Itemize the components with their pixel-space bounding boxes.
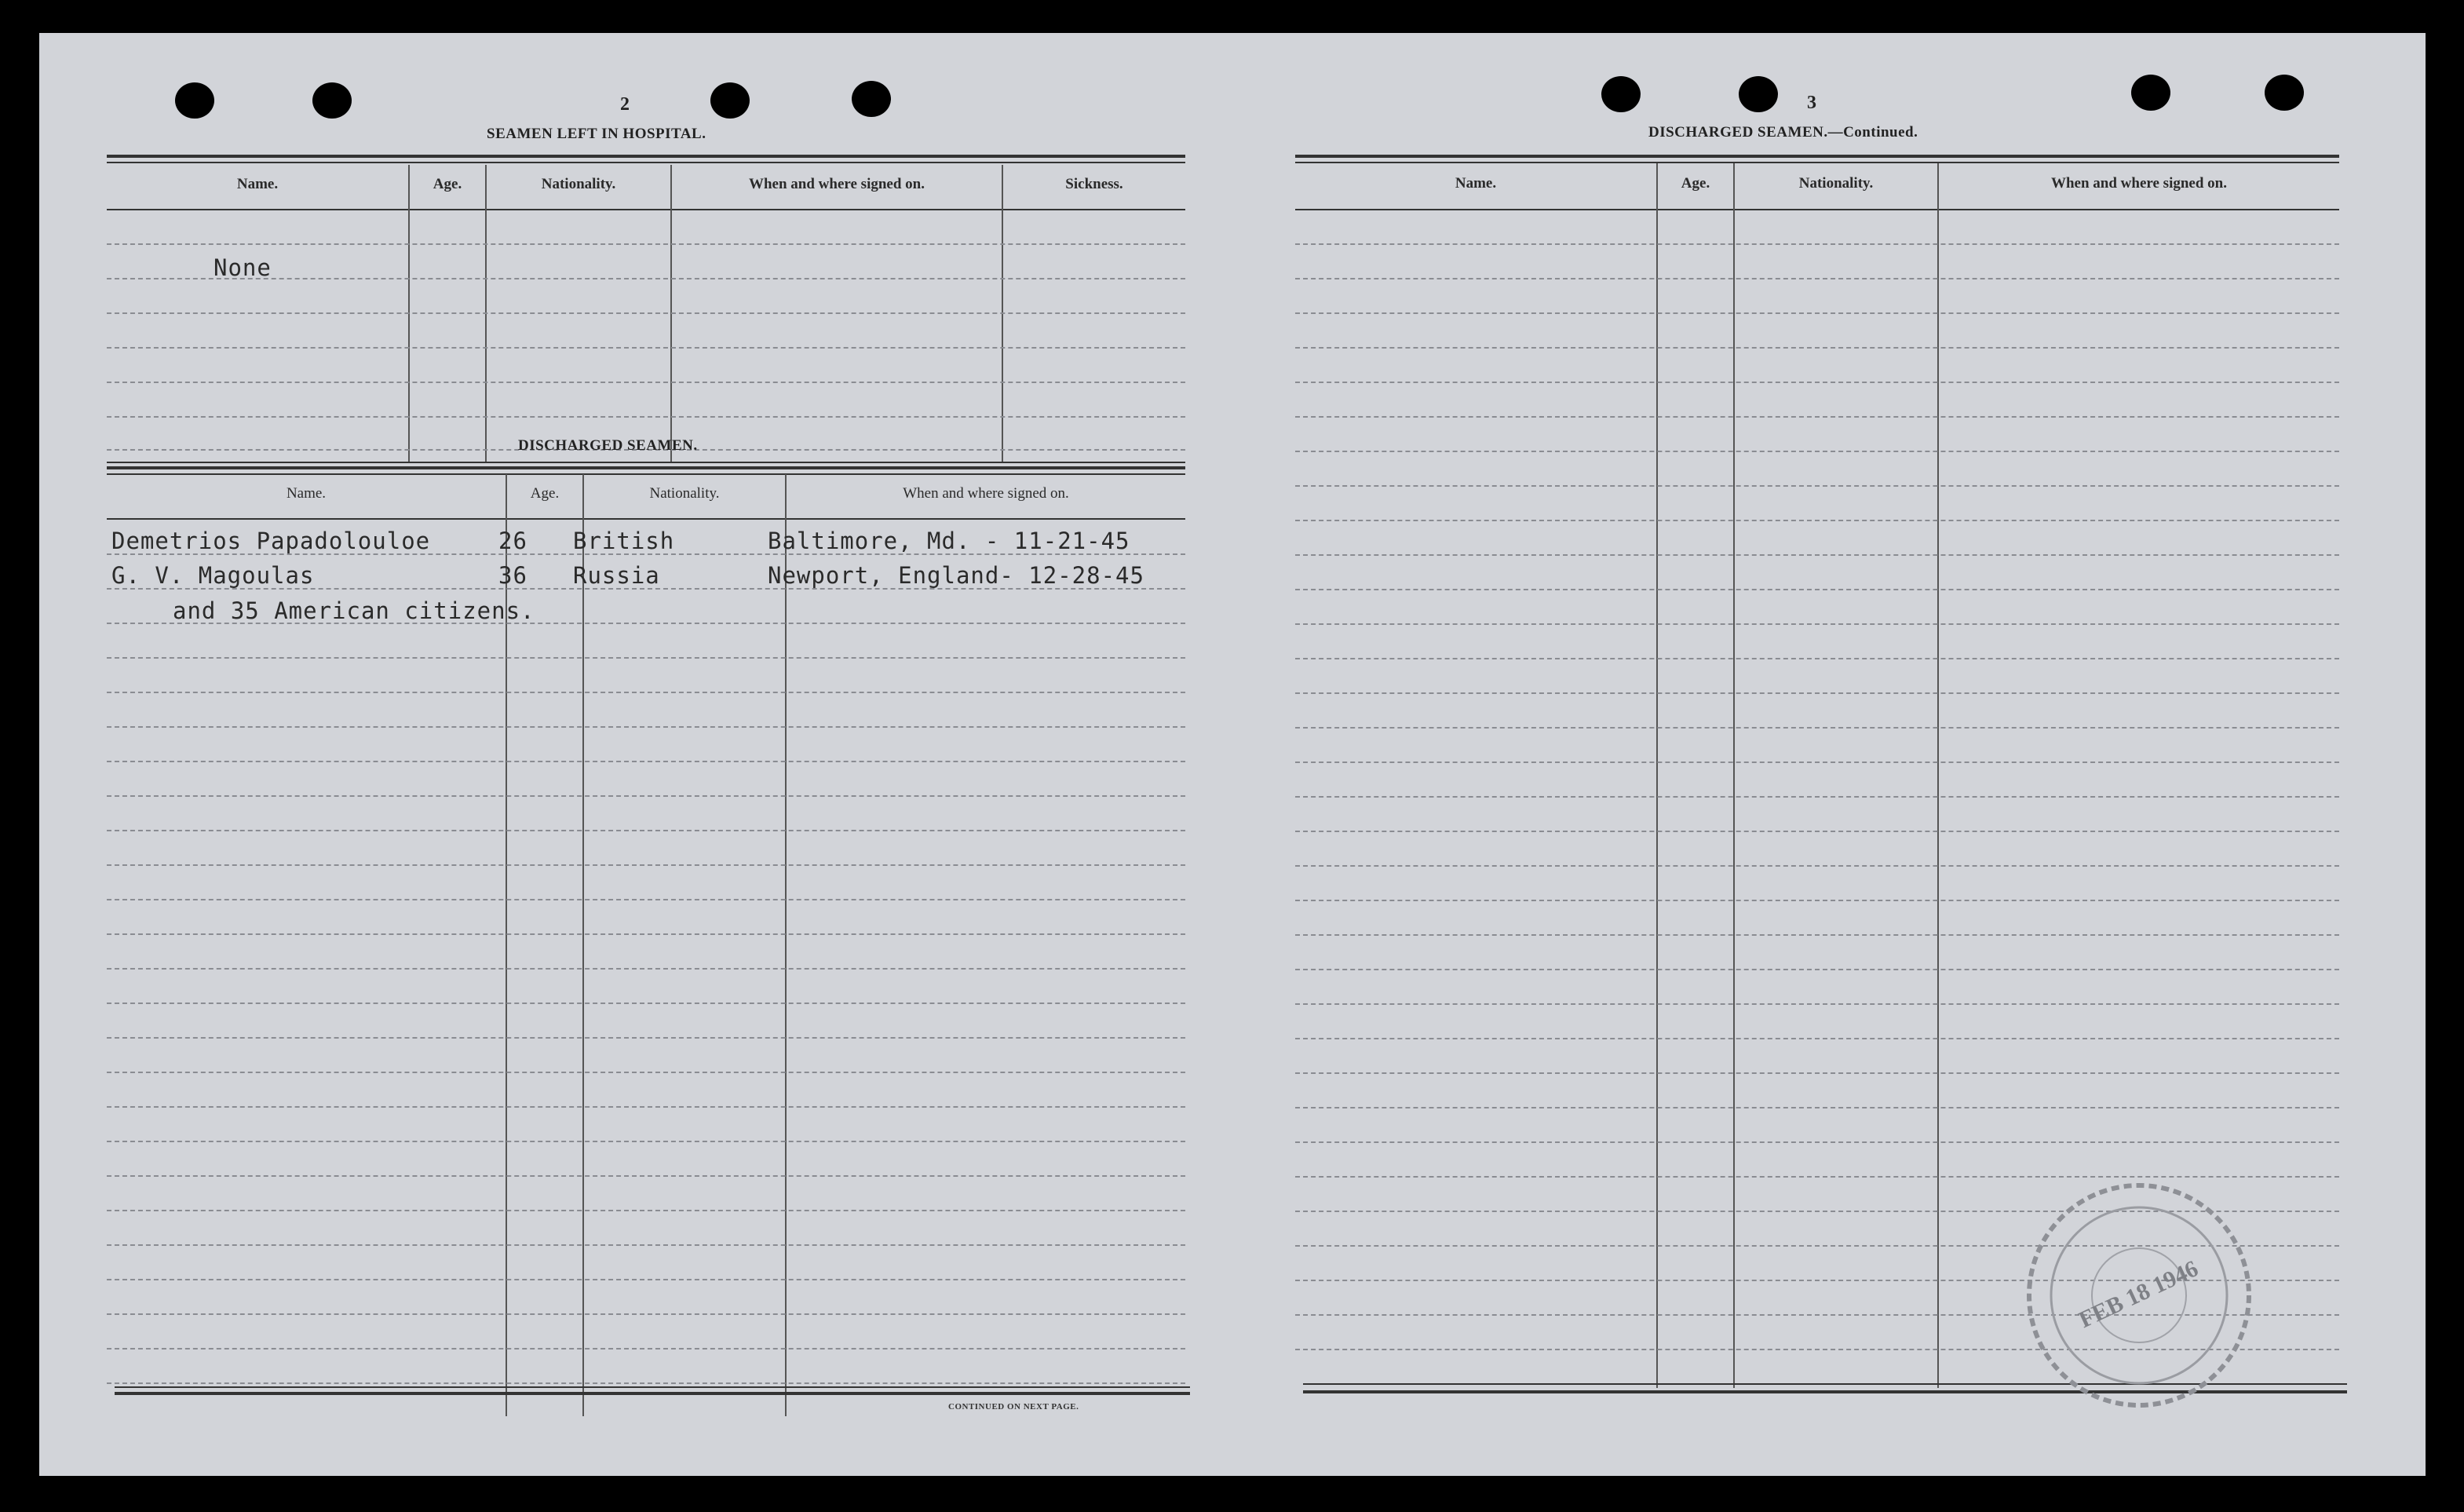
page-number: 2 (620, 94, 630, 115)
column-header-sickness: Sickness. (1065, 176, 1123, 192)
table-row-age: 36 (498, 562, 527, 589)
table-row-age: 26 (498, 528, 527, 554)
table-row-signed-on: Baltimore, Md. - 11-21-45 (768, 528, 1130, 554)
column-header-age: Age. (530, 485, 560, 502)
column-header-signed-on: When and where signed on. (2050, 175, 2227, 192)
column-header-name: Name. (286, 485, 327, 502)
stamp-date: FEB 18 1946 (2075, 1255, 2203, 1334)
note-line: and 35 American citizens. (173, 597, 535, 624)
column-header-nationality: Nationality. (649, 485, 720, 502)
column-header-age: Age. (433, 176, 462, 192)
column-header-nationality: Nationality. (541, 176, 616, 192)
discharged-continued-title: DISCHARGED SEAMEN.—Continued. (1648, 124, 1918, 141)
continued-note: CONTINUED ON NEXT PAGE. (948, 1402, 1079, 1412)
column-header-name: Name. (1455, 175, 1497, 192)
table-row-signed-on: Newport, England- 12-28-45 (768, 562, 1144, 589)
table-row-nationality: Russia (573, 562, 660, 589)
table-row-nationality: British (573, 528, 675, 554)
column-header-age: Age. (1681, 175, 1710, 192)
table-row-name: Demetrios Papadolouloe (111, 528, 431, 554)
page-number: 3 (1807, 93, 1816, 113)
column-header-signed-on: When and where signed on. (748, 176, 925, 192)
column-header-nationality: Nationality. (1798, 175, 1874, 192)
hospital-section-title: SEAMEN LEFT IN HOSPITAL. (487, 126, 706, 142)
hospital-entry-none: None (214, 254, 272, 281)
column-header-name: Name. (236, 176, 279, 192)
circular-date-stamp-icon (2021, 1178, 2257, 1413)
discharged-section-title: DISCHARGED SEAMEN. (518, 437, 698, 454)
table-row-name: G. V. Magoulas (111, 562, 315, 589)
column-header-signed-on: When and where signed on. (903, 485, 1069, 502)
